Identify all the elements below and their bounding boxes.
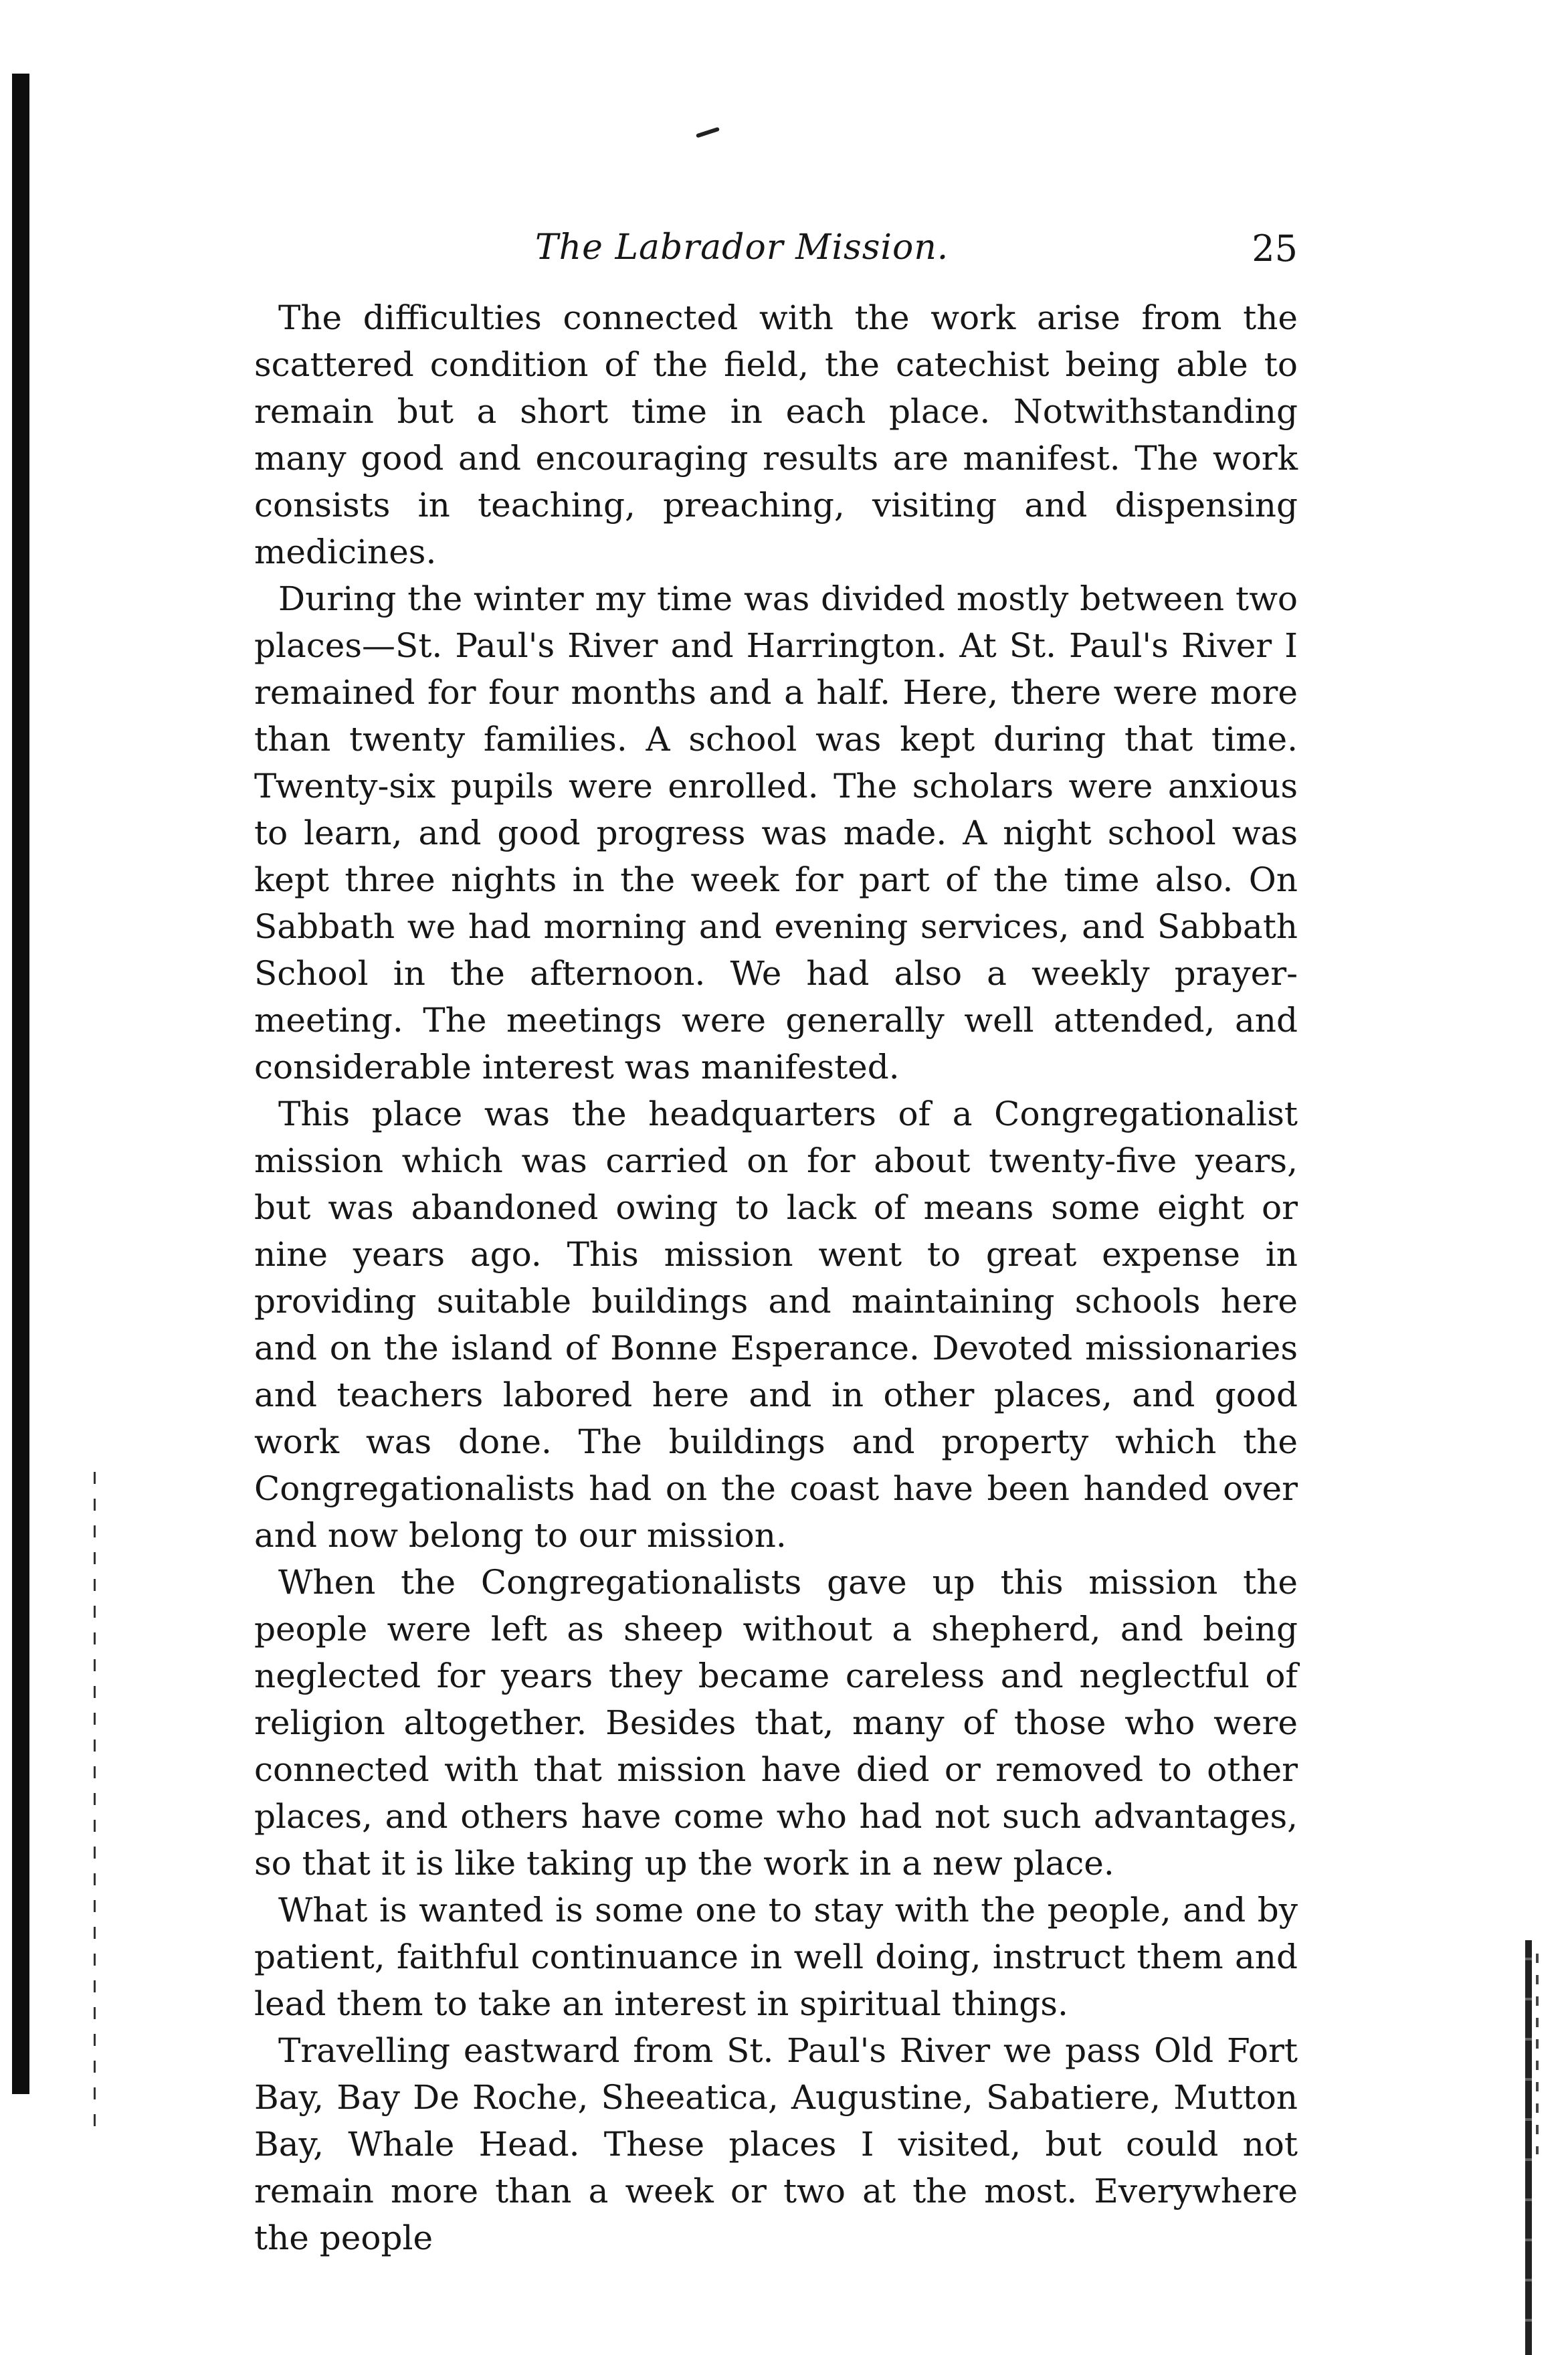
body-text — [254, 294, 1298, 2261]
scan-right-edge — [1525, 1940, 1532, 2355]
running-header — [254, 227, 1298, 281]
paragraph: The difficulties connected with the work arise from the scattered condition of the field, the catechist being able to remain but a short time in each place. Notwithstanding many good and encouraging results are manifest. The work consists in teaching, preaching, visiting and dispensing medicines. — [254, 298, 1298, 571]
paragraph: This place was the headquarters of a Congregationalist mission which was carried on for about twenty-five years, but was abandoned owing to lack of means some eight or nine years ago. This mission went to great expense in providing suitable buildings and maintaining schools here and on the island of Bonne Esperance. Devoted missionaries and teachers labored here and in other places, and good work was done. The buildings and property which the Congregationalists had on the coast have been handed over and now belong to our mission. — [254, 1095, 1298, 1555]
scan-right-specks — [1536, 1954, 1539, 2154]
paragraph: During the winter my time was divided mostly between two places—St. Paul's River and Harrington. At St. Paul's River I remained for four months and a half. Here, there were more than twenty families. A school was kept during that time. Twenty-six pupils were enrolled. The scholars were anxious to learn, and good progress was made. A night school was kept three nights in the week for part of the time also. On Sabbath we had morning and evening services, and Sabbath School in the afternoon. We had also a weekly prayer-meeting. The meetings were generally well attended, and considerable interest was manifested. — [254, 579, 1298, 1087]
paragraph: What is wanted is some one to stay with the people, and by patient, faithful continuance in well doing, instruct them and lead them to take an interest in spiritual things. — [254, 1891, 1298, 2023]
scan-binding-edge — [12, 74, 29, 2094]
paragraph: Travelling eastward from St. Paul's River we pass Old Fort Bay, Bay De Roche, Sheeatica, Augustine, Sabatiere, Mutton Bay, Whale Head. These places I visited, but could not remain more than a week or two at the most. Everywhere the people — [254, 2031, 1298, 2257]
page-number: 25 — [1252, 227, 1298, 270]
stray-ink-mark — [696, 127, 720, 138]
paragraph: When the Congregationalists gave up this mission the people were left as sheep without a shepherd, and being neglected for years they became careless and neglectful of religion altogether. Besides that, many of those who were connected with that mission have died or removed to other places, and others have come who had not such advantages, so that it is like taking up the work in a new place. — [254, 1563, 1298, 1883]
running-title: The Labrador Mission. — [535, 227, 949, 268]
scan-margin-specks — [94, 1472, 96, 2141]
